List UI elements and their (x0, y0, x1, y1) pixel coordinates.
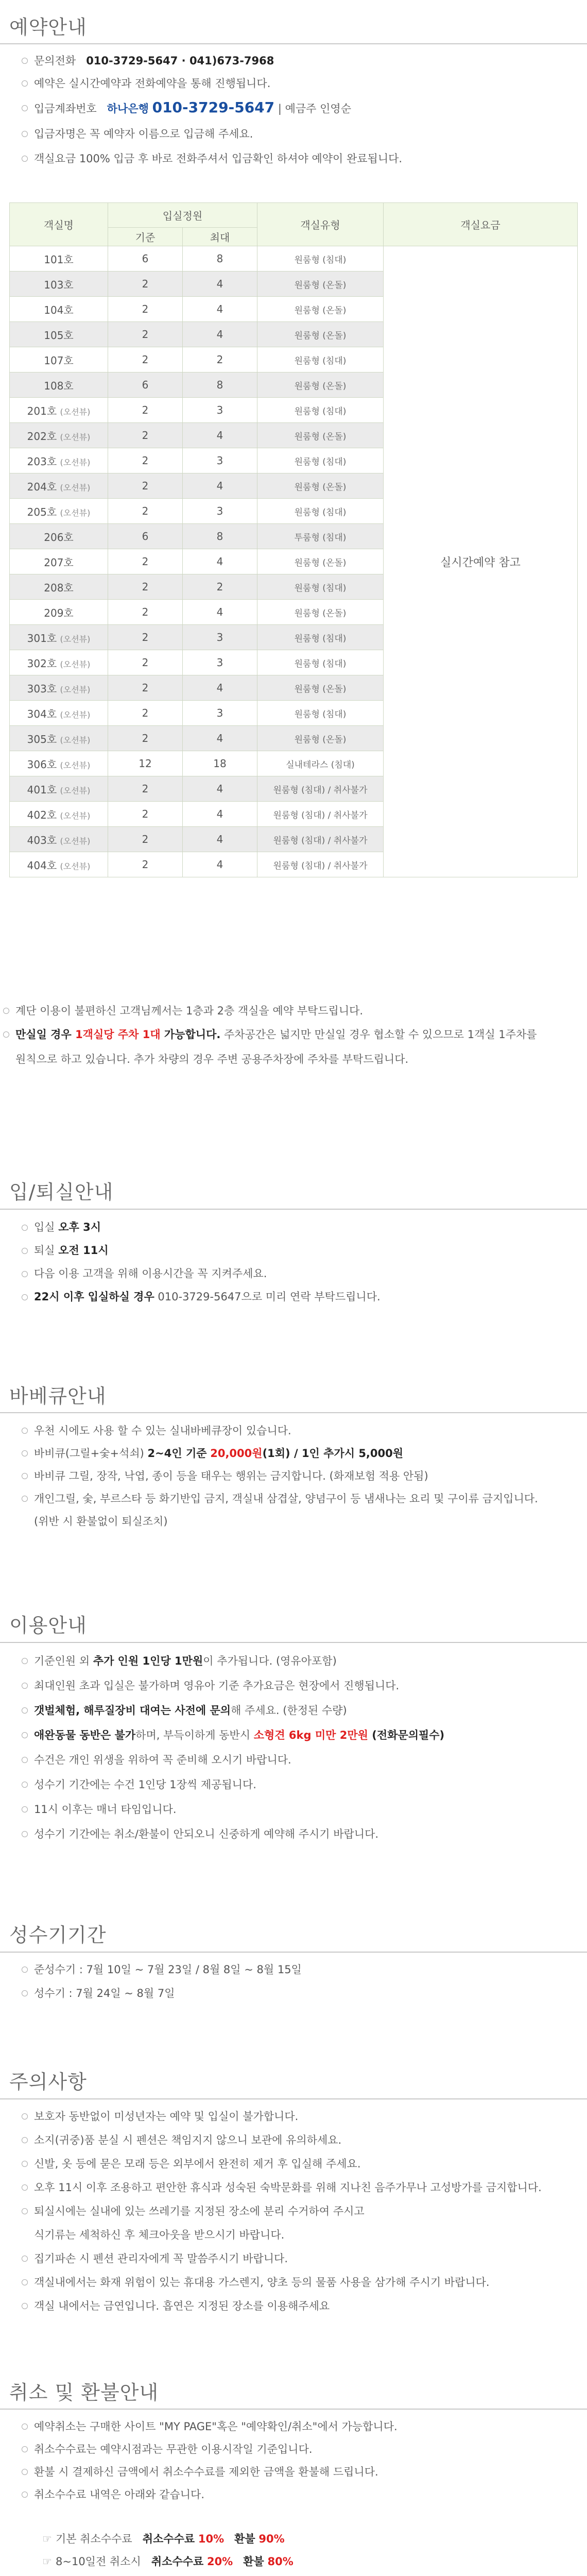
room-type: 원룸형 (침대) / 취사불가 (257, 776, 384, 802)
room-base: 2 (108, 499, 183, 524)
header-max: 최대 (183, 228, 257, 246)
room-name: 202호 (오션뷰) (10, 423, 108, 448)
bbq-penalty: (위반 시 환불없이 퇴실조치) (34, 1515, 168, 1528)
room-base: 2 (108, 398, 183, 423)
room-max: 4 (183, 600, 257, 625)
room-name: 203호 (오션뷰) (10, 448, 108, 473)
bbq-title: 바베큐안내 (9, 1385, 107, 1408)
refund-item: 환불 시 결제하신 금액에서 취소수수료를 제외한 금액을 환불해 드립니다. (21, 2461, 577, 2483)
room-name: 105호 (10, 322, 108, 347)
room-base: 6 (108, 246, 183, 272)
room-type: 원룸형 (온돌) (257, 423, 384, 448)
room-max: 4 (183, 423, 257, 448)
room-base: 2 (108, 549, 183, 574)
caution-item: 오후 11시 이후 조용하고 편안한 휴식과 성숙된 숙박문화를 위해 지나친 음주가무나 고성방가를 금지합니다. (21, 2176, 577, 2199)
fee-item: ☞ 8~10일전 취소시 취소수수료 20% 환불 80% (29, 2550, 585, 2573)
caution-list (21, 2105, 577, 2318)
account-item: 입금계좌번호 하나은행 010-3729-5647 | 예금주 인영순 (21, 95, 577, 122)
parking-note: 만실일 경우 1객실당 주차 1대 가능합니다. 주차공간은 넓지만 만실일 경우 협소할 수 있으므로 1객실 1주차를 (2, 1022, 579, 1047)
room-type: 원룸형 (침대) (257, 650, 384, 675)
room-type: 실내테라스 (침대) (257, 751, 384, 776)
room-type: 원룸형 (온돌) (257, 549, 384, 574)
room-name: 101호 (10, 246, 108, 272)
fee-item: ☞ 기본 취소수수료 취소수수료 10% 환불 90% (29, 2528, 585, 2550)
bbq-list (21, 1419, 577, 1533)
usage-item: 최대인원 초과 입실은 불가하며 영유아 기준 추가요금은 현장에서 진행됩니다. (21, 1673, 577, 1698)
room-base: 2 (108, 852, 183, 877)
fee-item (29, 2573, 585, 2576)
room-base: 2 (108, 776, 183, 802)
room-base: 6 (108, 372, 183, 398)
room-max: 4 (183, 827, 257, 852)
usage-item: 수건은 개인 위생을 위하여 꼭 준비해 오시기 바랍니다. (21, 1748, 577, 1772)
parking-note-2: 원칙으로 하고 있습니다. 추가 차량의 경우 주변 공용주차장에 주차를 부탁드립니다. (15, 1053, 409, 1065)
caution-title: 주의사항 (9, 2071, 87, 2093)
room-base: 2 (108, 802, 183, 827)
room-name: 403호 (오션뷰) (10, 827, 108, 852)
header-type: 객실유형 (257, 203, 384, 246)
room-table (9, 202, 578, 877)
room-type: 원룸형 (온돌) (257, 372, 384, 398)
divider (0, 1412, 587, 1413)
room-base: 2 (108, 272, 183, 297)
room-type: 원룸형 (침대) / 취사불가 (257, 827, 384, 852)
room-name: 206호 (10, 524, 108, 549)
usage-item: 성수기 기간에는 수건 1인당 1장씩 제공됩니다. (21, 1772, 577, 1797)
divider (0, 1642, 587, 1643)
room-type: 원룸형 (침대) / 취사불가 (257, 852, 384, 877)
room-max: 4 (183, 852, 257, 877)
room-base: 2 (108, 574, 183, 600)
room-type: 원룸형 (침대) / 취사불가 (257, 802, 384, 827)
usage-title: 이용안내 (9, 1614, 87, 1637)
room-name: 103호 (10, 272, 108, 297)
room-base: 2 (108, 726, 183, 751)
pointing-hand-icon (42, 2573, 56, 2576)
fee-list (29, 2528, 585, 2576)
room-name: 402호 (오션뷰) (10, 802, 108, 827)
caution-item: 객실내에서는 화재 위험이 있는 휴대용 가스렌지, 양초 등의 물품 사용을 삼가해 주시기 바랍니다. (21, 2270, 577, 2294)
bank-name: 하나은행 (107, 103, 149, 115)
peak-list (21, 1958, 577, 2005)
room-name: 201호 (오션뷰) (10, 398, 108, 423)
room-base: 2 (108, 297, 183, 322)
room-base: 2 (108, 675, 183, 701)
price-note: 실시간예약 참고 (384, 246, 578, 877)
room-type: 원룸형 (온돌) (257, 272, 384, 297)
room-name: 306호 (오션뷰) (10, 751, 108, 776)
room-base: 2 (108, 827, 183, 852)
room-type: 원룸형 (침대) (257, 347, 384, 372)
refund-title: 취소 및 환불안내 (9, 2381, 159, 2404)
room-name: 303호 (오션뷰) (10, 675, 108, 701)
room-max: 8 (183, 372, 257, 398)
bbq-item: 우천 시에도 사용 할 수 있는 실내바베큐장이 있습니다. (21, 1419, 577, 1442)
room-name: 104호 (10, 297, 108, 322)
room-max: 4 (183, 473, 257, 499)
room-type: 원룸형 (침대) (257, 246, 384, 272)
divider (0, 43, 587, 44)
peak-title: 성수기기간 (9, 1924, 107, 1946)
refund-item: 취소수수료는 예약시점과는 무관한 이용시작일 기준입니다. (21, 2438, 577, 2461)
room-type: 투룸형 (침대) (257, 524, 384, 549)
reservation-method: 예약은 실시간예약과 전화예약을 통해 진행됩니다. (21, 72, 577, 95)
room-type: 원룸형 (온돌) (257, 322, 384, 347)
usage-item: 갯벌체험, 해루질장비 대여는 사전에 문의해 주세요. (한정된 수량) (21, 1698, 577, 1723)
room-max: 4 (183, 272, 257, 297)
room-max: 3 (183, 650, 257, 675)
reservation-info-list (21, 49, 577, 171)
stay-notes (2, 999, 579, 1072)
stairs-note: 계단 이용이 불편하신 고객님께서는 1층과 2층 객실을 예약 부탁드립니다. (2, 999, 579, 1022)
peak-period: 성수기 : 7월 24일 ~ 8월 7일 (21, 1981, 577, 2005)
room-max: 2 (183, 574, 257, 600)
room-name: 304호 (오션뷰) (10, 701, 108, 726)
room-max: 4 (183, 675, 257, 701)
room-max: 4 (183, 726, 257, 751)
room-max: 8 (183, 246, 257, 272)
header-base: 기준 (108, 228, 183, 246)
room-type: 원룸형 (온돌) (257, 675, 384, 701)
refund-item: 예약취소는 구매한 사이트 "MY PAGE"혹은 "예약확인/취소"에서 가능합니다. (21, 2415, 577, 2438)
divider (0, 2098, 587, 2099)
room-max: 4 (183, 776, 257, 802)
room-max: 3 (183, 448, 257, 473)
bbq-item: 바비큐 그릴, 장작, 낙엽, 종이 등을 태우는 행위는 금지합니다. (화재보험 적용 안됨) (21, 1465, 577, 1487)
caution-item: 식기류는 세척하신 후 체크아웃을 받으시기 바랍니다. (34, 2229, 285, 2241)
room-max: 3 (183, 398, 257, 423)
depositor-note: 입금자명은 꼭 예약자 이름으로 입금해 주세요. (21, 122, 577, 146)
room-name: 108호 (10, 372, 108, 398)
room-max: 8 (183, 524, 257, 549)
refund-list (21, 2415, 577, 2506)
checkin-title: 입/퇴실안내 (9, 1181, 114, 1204)
semi-peak-period: 준성수기 : 7월 10일 ~ 7월 23일 / 8월 8일 ~ 8월 15일 (21, 1958, 577, 1981)
room-name: 107호 (10, 347, 108, 372)
checkin-time: 입실 오후 3시 (21, 1216, 577, 1239)
room-type: 원룸형 (침대) (257, 625, 384, 650)
caution-item: 보호자 동반없이 미성년자는 예약 및 입실이 불가합니다. (21, 2105, 577, 2128)
room-base: 2 (108, 448, 183, 473)
room-base: 2 (108, 423, 183, 448)
time-note: 다음 이용 고객을 위해 이용시간을 꼭 지켜주세요. (21, 1262, 577, 1285)
room-name: 404호 (오션뷰) (10, 852, 108, 877)
room-max: 4 (183, 297, 257, 322)
account-holder: | 예금주 인영순 (278, 103, 351, 115)
pointing-hand-icon: ☞ (42, 2555, 52, 2568)
divider (0, 1209, 587, 1210)
room-type: 원룸형 (온돌) (257, 600, 384, 625)
room-max: 4 (183, 549, 257, 574)
room-name: 208호 (10, 574, 108, 600)
room-type: 원룸형 (온돌) (257, 297, 384, 322)
caution-item: 퇴실시에는 실내에 있는 쓰레기를 지정된 장소에 분리 수거하여 주시고 (21, 2199, 577, 2223)
room-max: 3 (183, 625, 257, 650)
caution-item: 소지(귀중)품 분실 시 펜션은 책임지지 않으니 보관에 유의하세요. (21, 2128, 577, 2152)
room-name: 305호 (오션뷰) (10, 726, 108, 751)
room-name: 209호 (10, 600, 108, 625)
caution-item: 집기파손 시 펜션 관리자에게 꼭 말씀주시기 바랍니다. (21, 2247, 577, 2270)
usage-item: 11시 이후는 매너 타임입니다. (21, 1797, 577, 1822)
room-base: 2 (108, 473, 183, 499)
room-name: 401호 (오션뷰) (10, 776, 108, 802)
room-type: 원룸형 (침대) (257, 574, 384, 600)
room-table-body (10, 246, 578, 877)
caution-item: 신발, 옷 등에 묻은 모래 등은 외부에서 완전히 제거 후 입실해 주세요. (21, 2152, 577, 2176)
room-base: 12 (108, 751, 183, 776)
pointing-hand-icon: ☞ (42, 2533, 52, 2545)
divider (0, 1952, 587, 1953)
usage-item: 기준인원 외 추가 인원 1인당 1만원이 추가됩니다. (영유아포함) (21, 1649, 577, 1673)
bbq-item: 개인그릴, 숯, 부르스타 등 화기반입 금지, 객실내 삼겹살, 양념구이 등 냄새나는 요리 및 구이류 금지입니다. (21, 1487, 577, 1510)
room-name: 205호 (오션뷰) (10, 499, 108, 524)
usage-item: 애완동물 동반은 불가하며, 부득이하게 동반시 소형견 6kg 미만 2만원 (전화문의필수) (21, 1723, 577, 1748)
room-name: 207호 (10, 549, 108, 574)
room-base: 2 (108, 600, 183, 625)
room-max: 3 (183, 499, 257, 524)
header-room: 객실명 (10, 203, 108, 246)
room-max: 4 (183, 802, 257, 827)
room-name: 301호 (오션뷰) (10, 625, 108, 650)
room-type: 원룸형 (침대) (257, 499, 384, 524)
room-name: 204호 (오션뷰) (10, 473, 108, 499)
payment-note: 객실요금 100% 입금 후 바로 전화주셔서 입금확인 하셔야 예약이 완료됩니다. (21, 146, 577, 171)
room-max: 4 (183, 322, 257, 347)
divider (0, 2409, 587, 2410)
room-type: 원룸형 (온돌) (257, 726, 384, 751)
room-base: 2 (108, 650, 183, 675)
room-base: 2 (108, 322, 183, 347)
room-type: 원룸형 (침대) (257, 448, 384, 473)
room-base: 2 (108, 347, 183, 372)
account-number: 010-3729-5647 (152, 99, 275, 116)
room-max: 18 (183, 751, 257, 776)
header-capacity: 입실정원 (108, 203, 257, 228)
refund-item: 취소수수료 내역은 아래와 같습니다. (21, 2483, 577, 2506)
room-row (10, 246, 578, 272)
phone-item: 문의전화 010-3729-5647 · 041)673-7968 (21, 49, 577, 72)
late-checkin-note: 22시 이후 입실하실 경우 010-3729-5647으로 미리 연락 부탁드립니다. (21, 1285, 577, 1309)
room-base: 2 (108, 625, 183, 650)
usage-list (21, 1649, 577, 1846)
room-name: 302호 (오션뷰) (10, 650, 108, 675)
checkin-list (21, 1216, 577, 1309)
room-base: 2 (108, 701, 183, 726)
room-base: 6 (108, 524, 183, 549)
room-type: 원룸형 (침대) (257, 701, 384, 726)
reservation-title: 예약안내 (9, 16, 87, 39)
usage-item: 성수기 기간에는 취소/환불이 안되오니 신중하게 예약해 주시기 바랍니다. (21, 1822, 577, 1846)
caution-item: 객실 내에서는 금연입니다. 흡연은 지정된 장소를 이용해주세요 (21, 2294, 577, 2318)
phone-numbers[interactable]: 010-3729-5647 · 041)673-7968 (86, 55, 274, 67)
room-type: 원룸형 (온돌) (257, 473, 384, 499)
header-price: 객실요금 (384, 203, 578, 246)
checkout-time: 퇴실 오전 11시 (21, 1239, 577, 1262)
room-max: 3 (183, 701, 257, 726)
room-max: 2 (183, 347, 257, 372)
room-type: 원룸형 (침대) (257, 398, 384, 423)
bbq-price: 바비큐(그릴+숯+석쇠) 2~4인 기준 20,000원(1회) / 1인 추가시 5,000원 (21, 1442, 577, 1465)
